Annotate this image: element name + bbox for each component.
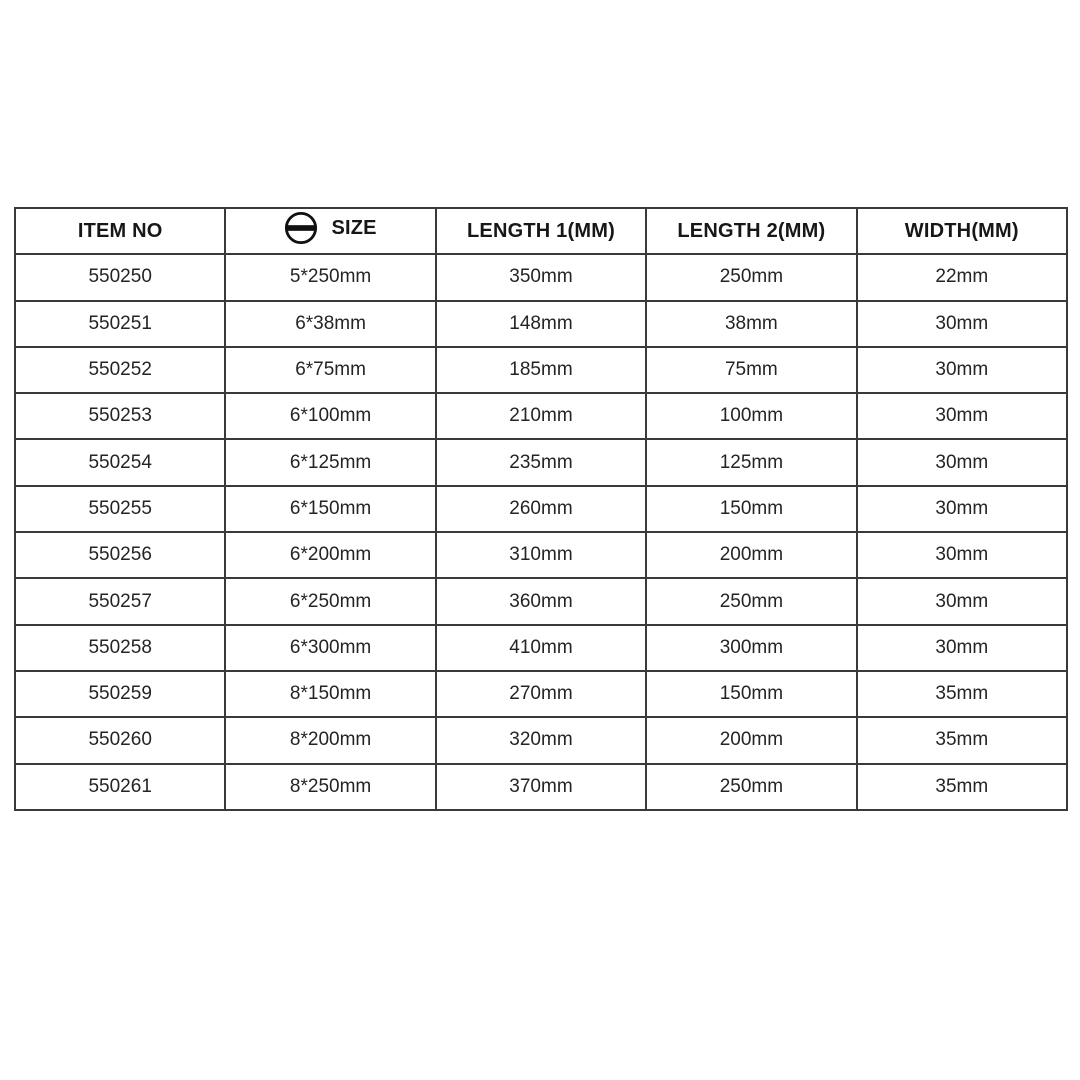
table-row [15, 764, 1067, 810]
column-header-size [225, 208, 435, 254]
cell-length1: 210mm [436, 393, 646, 439]
cell-item-no: 550255 [15, 486, 225, 532]
cell-length1: 310mm [436, 532, 646, 578]
cell-size: 6*125mm [225, 439, 435, 485]
cell-size: 8*250mm [225, 764, 435, 810]
table-row [15, 625, 1067, 671]
cell-size: 6*100mm [225, 393, 435, 439]
cell-width: 30mm [857, 625, 1067, 671]
cell-length2: 38mm [646, 301, 856, 347]
cell-item-no: 550253 [15, 393, 225, 439]
cell-length2: 200mm [646, 532, 856, 578]
cell-width: 35mm [857, 671, 1067, 717]
cell-length1: 260mm [436, 486, 646, 532]
cell-length2: 150mm [646, 486, 856, 532]
cell-length1: 410mm [436, 625, 646, 671]
cell-length2: 75mm [646, 347, 856, 393]
cell-width: 30mm [857, 578, 1067, 624]
cell-length1: 360mm [436, 578, 646, 624]
column-header-width-label: WIDTH(MM) [904, 219, 1019, 242]
cell-size: 6*200mm [225, 532, 435, 578]
cell-length2: 150mm [646, 671, 856, 717]
cell-width: 35mm [857, 717, 1067, 763]
cell-length1: 270mm [436, 671, 646, 717]
cell-size: 6*150mm [225, 486, 435, 532]
cell-length2: 250mm [646, 254, 856, 300]
cell-width: 30mm [857, 532, 1067, 578]
column-header-item-no [15, 208, 225, 254]
cell-length2: 100mm [646, 393, 856, 439]
cell-item-no: 550257 [15, 578, 225, 624]
cell-width: 35mm [857, 764, 1067, 810]
table-row [15, 393, 1067, 439]
cell-size: 5*250mm [225, 254, 435, 300]
cell-length2: 250mm [646, 764, 856, 810]
cell-item-no: 550256 [15, 532, 225, 578]
cell-item-no: 550259 [15, 671, 225, 717]
cell-size: 8*150mm [225, 671, 435, 717]
cell-width: 22mm [857, 254, 1067, 300]
cell-item-no: 550258 [15, 625, 225, 671]
cell-width: 30mm [857, 439, 1067, 485]
table-row [15, 301, 1067, 347]
cell-width: 30mm [857, 347, 1067, 393]
table-row [15, 254, 1067, 300]
slotted-screwdriver-icon [284, 211, 318, 245]
spec-table [14, 207, 1068, 811]
table-row [15, 532, 1067, 578]
table-row [15, 486, 1067, 532]
cell-length1: 320mm [436, 717, 646, 763]
cell-length1: 350mm [436, 254, 646, 300]
cell-width: 30mm [857, 301, 1067, 347]
column-header-length1 [436, 208, 646, 254]
cell-item-no: 550251 [15, 301, 225, 347]
cell-item-no: 550260 [15, 717, 225, 763]
table-row [15, 671, 1067, 717]
table-row [15, 717, 1067, 763]
column-header-size-label: SIZE [331, 216, 377, 239]
table-row [15, 439, 1067, 485]
column-header-length1-label: LENGTH 1(MM) [467, 219, 615, 242]
cell-size: 6*38mm [225, 301, 435, 347]
cell-width: 30mm [857, 393, 1067, 439]
cell-item-no: 550252 [15, 347, 225, 393]
spec-table-body [15, 254, 1067, 810]
cell-length1: 235mm [436, 439, 646, 485]
spec-table-header [15, 208, 1067, 254]
column-header-width [857, 208, 1067, 254]
table-row [15, 347, 1067, 393]
column-header-item-no-label: ITEM NO [77, 219, 163, 242]
cell-size: 8*200mm [225, 717, 435, 763]
cell-item-no: 550250 [15, 254, 225, 300]
table-row [15, 578, 1067, 624]
cell-length1: 148mm [436, 301, 646, 347]
cell-size: 6*75mm [225, 347, 435, 393]
cell-item-no: 550254 [15, 439, 225, 485]
cell-width: 30mm [857, 486, 1067, 532]
column-header-length2-label: LENGTH 2(MM) [677, 219, 826, 242]
cell-item-no: 550261 [15, 764, 225, 810]
cell-length2: 300mm [646, 625, 856, 671]
cell-length2: 125mm [646, 439, 856, 485]
cell-size: 6*300mm [225, 625, 435, 671]
column-header-length2 [646, 208, 856, 254]
cell-length2: 200mm [646, 717, 856, 763]
cell-size: 6*250mm [225, 578, 435, 624]
header-row [15, 208, 1067, 254]
cell-length1: 185mm [436, 347, 646, 393]
cell-length2: 250mm [646, 578, 856, 624]
cell-length1: 370mm [436, 764, 646, 810]
